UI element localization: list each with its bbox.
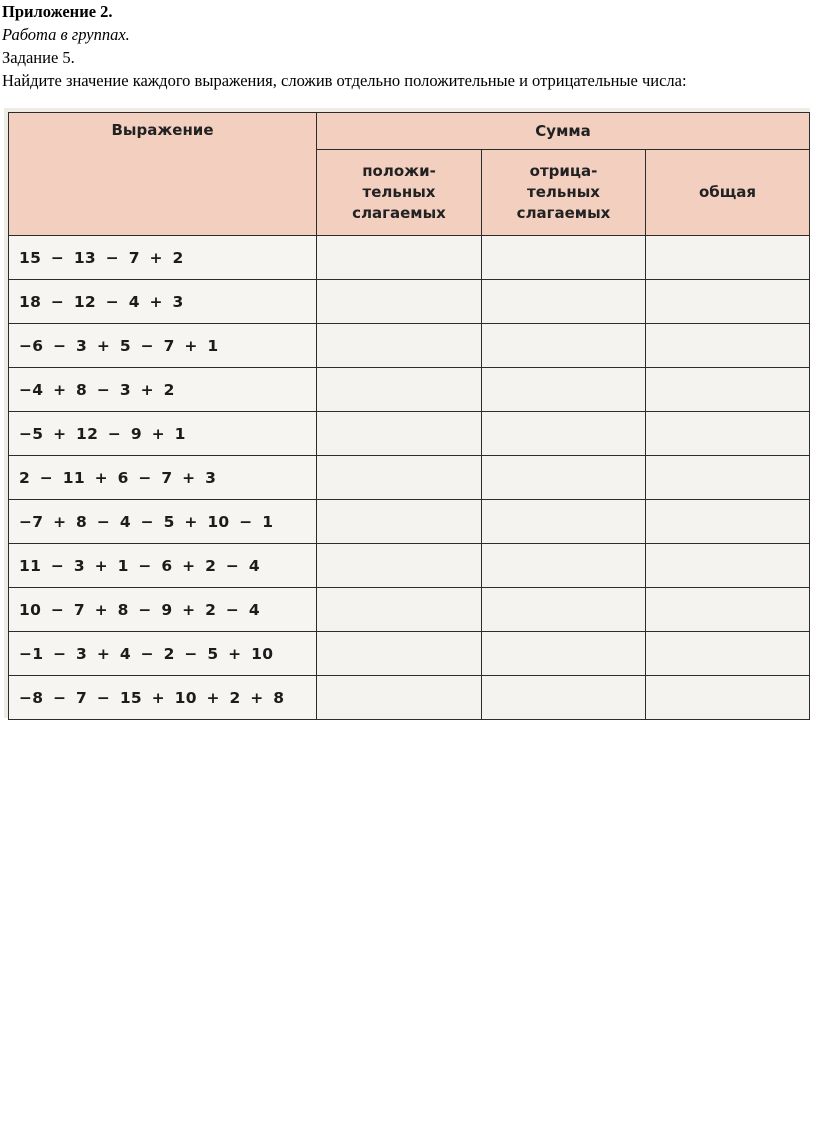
positive-sum-cell xyxy=(317,456,482,500)
total-sum-cell xyxy=(646,632,810,676)
total-sum-cell xyxy=(646,412,810,456)
header-positive-line3: слагаемых xyxy=(352,204,446,222)
header-sum: Сумма xyxy=(317,113,810,150)
total-sum-cell xyxy=(646,676,810,720)
expression-cell: −8 − 7 − 15 + 10 + 2 + 8 xyxy=(9,676,317,720)
table-row xyxy=(9,324,810,368)
total-sum-cell xyxy=(646,280,810,324)
table-row xyxy=(9,412,810,456)
header-expression: Выражение xyxy=(9,113,317,236)
expression-cell: 2 − 11 + 6 − 7 + 3 xyxy=(9,456,317,500)
table-image xyxy=(4,108,810,718)
header-positive-terms xyxy=(317,150,482,236)
expression-cell: −7 + 8 − 4 − 5 + 10 − 1 xyxy=(9,500,317,544)
header-negative-line2: тельных xyxy=(527,183,600,201)
negative-sum-cell xyxy=(482,676,646,720)
header-positive-line2: тельных xyxy=(362,183,436,201)
positive-sum-cell xyxy=(317,236,482,280)
positive-sum-cell xyxy=(317,544,482,588)
table-row xyxy=(9,456,810,500)
total-sum-cell xyxy=(646,544,810,588)
header-positive-line1: положи- xyxy=(362,162,436,180)
expression-cell: −6 − 3 + 5 − 7 + 1 xyxy=(9,324,317,368)
task-number: Задание 5. xyxy=(2,48,75,67)
positive-sum-cell xyxy=(317,676,482,720)
positive-sum-cell xyxy=(317,324,482,368)
negative-sum-cell xyxy=(482,588,646,632)
negative-sum-cell xyxy=(482,412,646,456)
negative-sum-cell xyxy=(482,324,646,368)
work-mode-label: Работа в группах. xyxy=(2,25,130,44)
header-total: общая xyxy=(646,150,810,236)
expression-cell: −1 − 3 + 4 − 2 − 5 + 10 xyxy=(9,632,317,676)
total-sum-cell xyxy=(646,588,810,632)
header-negative-terms xyxy=(482,150,646,236)
negative-sum-cell xyxy=(482,632,646,676)
appendix-title: Приложение 2. xyxy=(2,2,113,21)
total-sum-cell xyxy=(646,456,810,500)
negative-sum-cell xyxy=(482,368,646,412)
table-row xyxy=(9,588,810,632)
positive-sum-cell xyxy=(317,412,482,456)
expression-cell: 15 − 13 − 7 + 2 xyxy=(9,236,317,280)
header-negative-line1: отрица- xyxy=(529,162,598,180)
negative-sum-cell xyxy=(482,544,646,588)
table-row xyxy=(9,632,810,676)
negative-sum-cell xyxy=(482,280,646,324)
expression-cell: 11 − 3 + 1 − 6 + 2 − 4 xyxy=(9,544,317,588)
negative-sum-cell xyxy=(482,236,646,280)
total-sum-cell xyxy=(646,368,810,412)
expression-cell: 18 − 12 − 4 + 3 xyxy=(9,280,317,324)
positive-sum-cell xyxy=(317,280,482,324)
expression-cell: −4 + 8 − 3 + 2 xyxy=(9,368,317,412)
positive-sum-cell xyxy=(317,368,482,412)
negative-sum-cell xyxy=(482,456,646,500)
expression-cell: −5 + 12 − 9 + 1 xyxy=(9,412,317,456)
document-header xyxy=(2,0,814,92)
table-row xyxy=(9,544,810,588)
header-negative-line3: слагаемых xyxy=(516,204,611,222)
task-instruction: Найдите значение каждого выражения, сложив отдельно положительные и отрицательные числа: xyxy=(2,71,687,90)
table-body xyxy=(9,236,810,720)
table-row xyxy=(9,236,810,280)
table-row xyxy=(9,368,810,412)
expression-cell: 10 − 7 + 8 − 9 + 2 − 4 xyxy=(9,588,317,632)
total-sum-cell xyxy=(646,500,810,544)
expressions-table xyxy=(8,112,810,720)
table-row xyxy=(9,280,810,324)
total-sum-cell xyxy=(646,324,810,368)
total-sum-cell xyxy=(646,236,810,280)
table-row xyxy=(9,676,810,720)
positive-sum-cell xyxy=(317,500,482,544)
negative-sum-cell xyxy=(482,500,646,544)
table-row xyxy=(9,500,810,544)
positive-sum-cell xyxy=(317,588,482,632)
positive-sum-cell xyxy=(317,632,482,676)
